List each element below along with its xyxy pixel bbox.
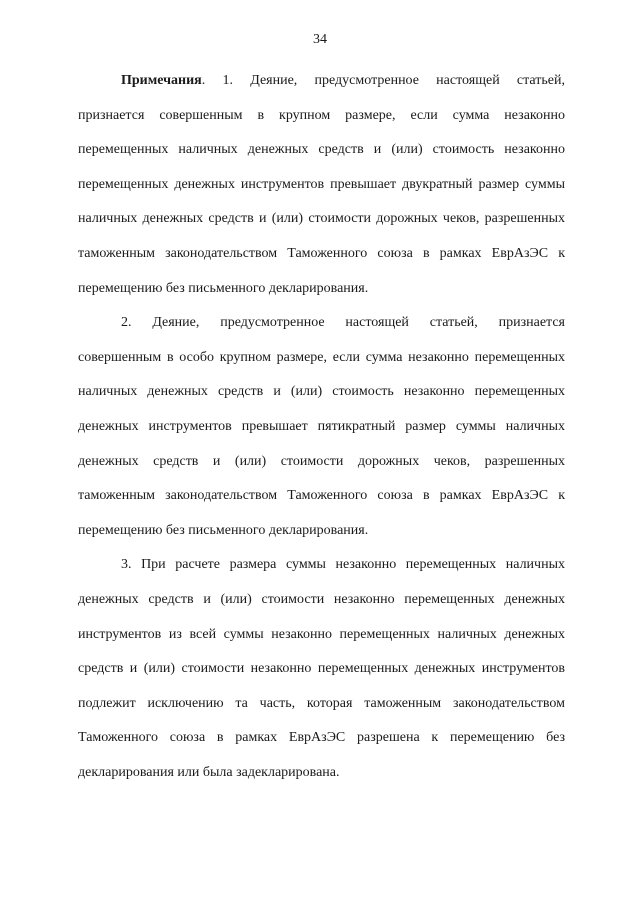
page-number: 34 bbox=[313, 32, 327, 47]
document-body bbox=[78, 64, 565, 790]
notes-heading: Примечания bbox=[121, 73, 202, 88]
note-paragraph-3: 3. При расчете размера суммы незаконно перемещенных наличных денежных средств и (или) стоимости незаконно перемещенных денежных инструментов из всей суммы незаконно перемещенных наличных денежных средств и (или) стоимости незаконно перемещенных денежных инструментов подлежит исключению та часть, которая таможенным законодательством Таможенного союза в рамках ЕврАзЭС разрешена к перемещению без декларирования или была задекларирована. bbox=[78, 557, 565, 780]
note-paragraph-1 bbox=[78, 64, 565, 306]
note-paragraph-2: 2. Деяние, предусмотренное настоящей статьей, признается совершенным в особо крупном размере, если сумма незаконно перемещенных наличных денежных средств и (или) стоимость незаконно перемещенных денежных инструментов превышает пятикратный размер суммы наличных денежных средств и (или) стоимости дорожных чеков, разрешенных таможенным законодательством Таможенного союза в рамках ЕврАзЭС к перемещению без письменного декларирования. bbox=[78, 315, 565, 538]
note-paragraph-1-text: . 1. Деяние, предусмотренное настоящей статьей, признается совершенным в крупном размере, если сумма незаконно перемещенных наличных денежных средств и (или) стоимость незаконно перемещенных денежных инструментов превышает двукратный размер суммы наличных денежных средств и (или) стоимости дорожных чеков, разрешенных таможенным законодательством Таможенного союза в рамках ЕврАзЭС к перемещению без письменного декларирования. bbox=[78, 73, 565, 296]
